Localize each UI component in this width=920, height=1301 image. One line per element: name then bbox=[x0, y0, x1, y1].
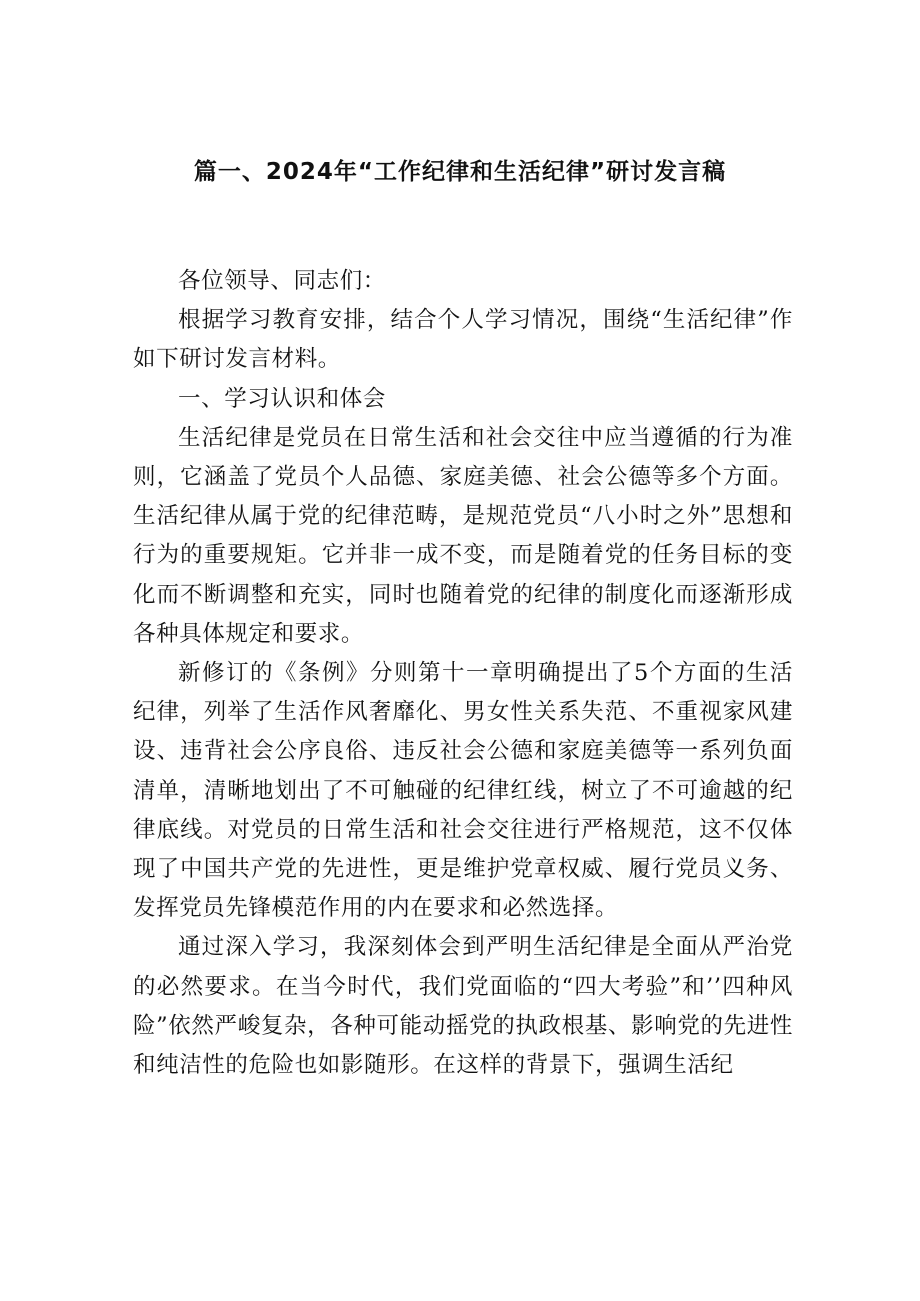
salutation: 各位领导、同志们： bbox=[178, 268, 386, 294]
body-paragraph: 生活纪律是党员在日常生活和社会交往中应当遵循的行为准则，它涵盖了党员个人品德、家庭美德、社会公德等多个方面。生活纪律从属于党的纪律范畴，是规范党员“八小时之外”思想和行为的重要规矩。它并非一成不变，而是随着党的任务目标的变化而不断调整和充实，同时也随着党的纪律的制度化而逐渐形成各种具体规定和要求。 bbox=[133, 424, 793, 647]
intro-paragraph: 根据学习教育安排，结合个人学习情况，围绕“生活纪律”作如下研讨发言材料。 bbox=[133, 307, 793, 373]
body-paragraph: 新修订的《条例》分则第十一章明确提出了5个方面的生活纪律，列举了生活作风奢靡化、男女性关系失范、不重视家风建设、违背社会公序良俗、违反社会公德和家庭美德等一系列负面清单，清晰地划出了不可触碰的纪律红线，树立了不可逾越的纪律底线。对党员的日常生活和社会交往进行严格规范，这不仅体现了中国共产党的先进性，更是维护党章权威、履行党员义务、发挥党员先锋模范作用的内在要求和必然选择。 bbox=[133, 660, 793, 922]
document-title: 篇一、2024年“工作纪律和生活纪律”研讨发言稿 bbox=[193, 159, 727, 185]
document-body bbox=[133, 262, 793, 1085]
body-paragraph: 通过深入学习，我深刻体会到严明生活纪律是全面从严治党的必然要求。在当今时代，我们党面临的“四大考验”和’’四种风险”依然严峻复杂，各种可能动摇党的执政根基、影响党的先进性和纯洁性的危险也如影随形。在这样的背景下，强调生活纪 bbox=[133, 934, 793, 1079]
section-heading: 一、学习认识和体会 bbox=[178, 385, 386, 412]
